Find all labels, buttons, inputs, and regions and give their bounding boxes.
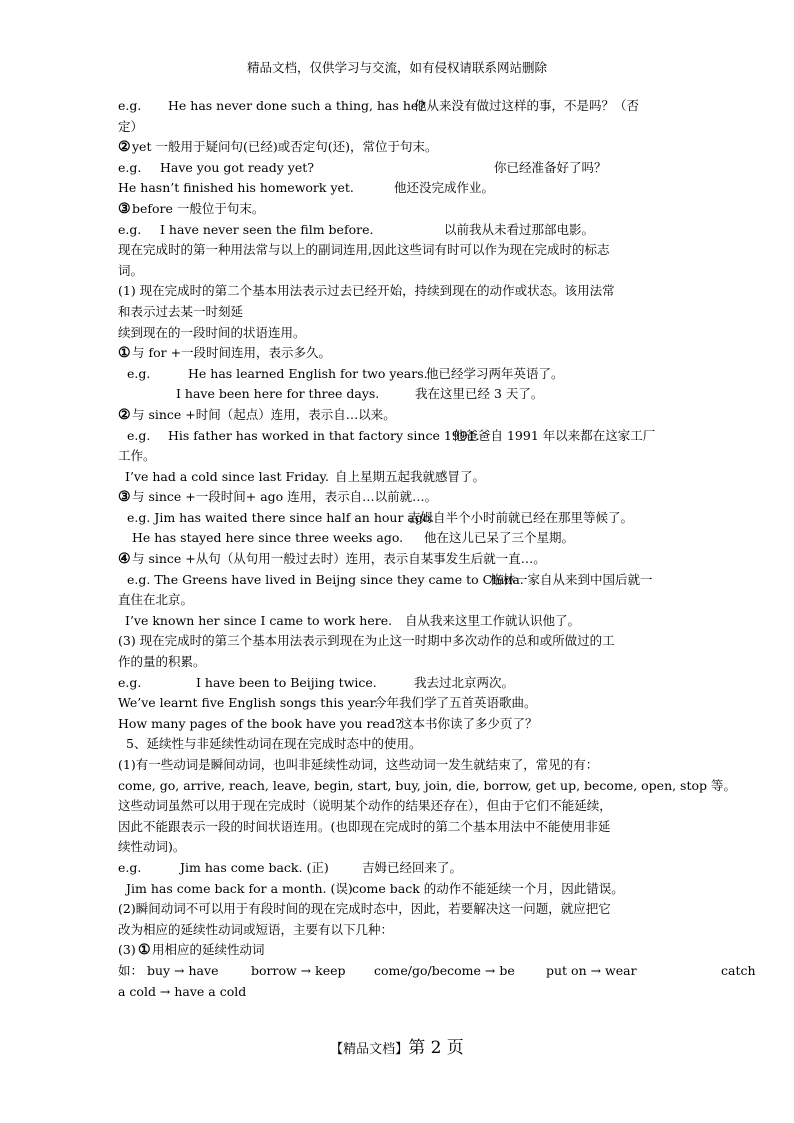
text-line xyxy=(118,631,678,652)
text-segment: I have never seen the film before. xyxy=(160,221,374,237)
text-segment: e.g. Jim has waited there since half an hour ago. xyxy=(127,509,435,525)
text-segment: (1)有一些动词是瞬间动词，也叫非延续性动词，这些动词一发生就结束了，常见的有： xyxy=(118,757,599,772)
text-segment: catch xyxy=(721,962,756,978)
text-segment: Jim has come back. (正) xyxy=(180,859,329,875)
text-segment: 今年我们学了五首英语歌曲。 xyxy=(374,695,537,711)
text-segment: 与 since +一段时间+ ago 连用，表示自…以前就…。 xyxy=(132,489,438,505)
text-segment: ③ xyxy=(118,200,131,217)
text-line xyxy=(118,281,678,302)
text-segment: (3) 现在完成时的第三个基本用法表示到现在为止这一时期中多次动作的总和或所做过的工 xyxy=(118,633,615,649)
text-segment: 改为相应的延续性动词或短语，主要有以下几种： xyxy=(118,921,394,937)
text-line xyxy=(118,982,678,1003)
text-segment: ④ xyxy=(118,551,131,568)
text-segment: 定） xyxy=(118,118,144,134)
document-body xyxy=(118,96,756,1002)
text-segment: 格林一家自从来到中国后就一 xyxy=(490,571,653,587)
text-segment: 直住在北京。 xyxy=(118,592,194,608)
text-line xyxy=(118,796,678,817)
text-line xyxy=(118,590,678,611)
text-line xyxy=(118,261,678,282)
text-line xyxy=(118,137,678,158)
text-segment: 续到现在的一段时间的状语连用。 xyxy=(118,324,306,340)
text-line xyxy=(118,96,678,117)
text-line xyxy=(118,693,678,714)
text-line xyxy=(118,199,678,220)
text-segment: come/go/become → be xyxy=(374,962,515,978)
text-line xyxy=(118,879,678,900)
text-line xyxy=(118,405,678,426)
text-segment: His father has worked in that factory since 1991. xyxy=(168,427,480,443)
text-segment: 他从来没有做过这样的事，不是吗？（否 xyxy=(414,98,640,113)
text-line xyxy=(118,117,678,138)
text-segment: 我在这里已经 3 天了。 xyxy=(415,386,544,402)
text-line xyxy=(118,178,678,199)
text-segment: 5、延续性与非延续性动词在现在完成时态中的使用。 xyxy=(126,736,422,752)
text-segment: e.g. xyxy=(127,365,151,381)
text-line xyxy=(118,858,678,879)
text-segment: e.g. xyxy=(118,159,142,175)
text-segment: 吉姆自半个小时前就已经在那里等候了。 xyxy=(408,509,634,525)
text-segment: He has stayed here since three weeks ago. xyxy=(132,530,404,546)
text-segment: (2)瞬间动词不可以用于有段时间的现在完成时态中，因此，若要解决这一问题，就应把它 xyxy=(118,901,611,917)
page-number: 第 2 页 xyxy=(408,1038,464,1058)
text-segment: ③ xyxy=(118,489,131,506)
text-line xyxy=(118,508,678,529)
text-segment: He has never done such a thing, has he? xyxy=(168,98,425,113)
text-segment: 续性动词)。 xyxy=(118,839,186,855)
text-segment: e.g. The Greens have lived in Beijng since they came to China. xyxy=(127,571,524,587)
text-line xyxy=(118,837,678,858)
text-line xyxy=(118,467,678,488)
text-segment: 作的量的积累。 xyxy=(118,654,206,670)
text-segment: 现在完成时的第一种用法常与以上的副词连用,因此这些词有时可以作为现在完成时的标志 xyxy=(118,242,610,258)
text-segment: 这些动词虽然可以用于现在完成时（说明某个动作的结果还存在），但由于它们不能延续， xyxy=(118,798,612,814)
text-line xyxy=(118,323,678,344)
text-segment: e.g. xyxy=(118,674,142,690)
text-segment: e.g. xyxy=(118,221,142,237)
text-segment: I’ve had a cold since last Friday. xyxy=(125,468,329,484)
text-segment: 工作。 xyxy=(118,448,156,464)
text-segment: 吉姆已经回来了。 xyxy=(362,859,463,875)
text-segment: (1) 现在完成时的第二个基本用法表示过去已经开始，持续到现在的动作或状态。该用法常 xyxy=(118,283,615,299)
text-segment: I have been here for three days. xyxy=(176,386,380,402)
text-segment: 用相应的延续性动词 xyxy=(152,942,265,958)
text-segment: ② xyxy=(118,406,131,423)
text-line xyxy=(118,384,678,405)
text-segment: yet 一般用于疑问句(已经)或否定句(还)，常位于句末。 xyxy=(132,139,438,155)
text-line xyxy=(118,652,678,673)
text-segment: 他还没完成作业。 xyxy=(394,180,495,196)
text-segment: 因此不能跟表示一段的时间状语连用。(也即现在完成时的第二个基本用法中不能使用非延 xyxy=(118,818,611,834)
header-notice: 精品文档，仅供学习与交流，如有侵权请联系网站删除 xyxy=(246,60,547,75)
text-segment: put on → wear xyxy=(546,962,637,978)
text-line xyxy=(118,899,678,920)
text-segment: e.g. xyxy=(127,427,151,443)
text-segment: 和表示过去某一时刻延 xyxy=(118,303,244,319)
text-segment: borrow → keep xyxy=(251,962,346,978)
text-segment: 他爸爸自 1991 年以来都在这家工厂 xyxy=(453,427,656,443)
text-line xyxy=(118,240,678,261)
page-footer xyxy=(0,1033,794,1058)
text-segment: (3) xyxy=(118,942,136,958)
text-segment: 他已经学习两年英语了。 xyxy=(426,365,564,381)
text-segment: e.g. xyxy=(118,859,142,875)
text-line xyxy=(118,817,678,838)
text-line xyxy=(118,220,678,241)
text-segment: He hasn’t finished his homework yet. xyxy=(118,180,354,196)
text-segment: ② xyxy=(118,139,131,156)
text-line xyxy=(118,426,678,447)
text-segment: come, go, arrive, reach, leave, begin, start, buy, join, die, borrow, get up, become, open, stop 等。 xyxy=(118,777,736,793)
text-line xyxy=(118,920,678,941)
text-segment: Have you got ready yet? xyxy=(160,159,314,175)
text-line xyxy=(118,570,678,591)
text-line xyxy=(118,302,678,323)
text-segment: 他在这儿已呆了三个星期。 xyxy=(424,530,575,546)
text-segment: before 一般位于句末。 xyxy=(132,200,265,216)
text-segment: a cold → have a cold xyxy=(118,983,247,999)
text-segment: 我去过北京两次。 xyxy=(414,674,515,690)
text-segment: 与 since +时间（起点）连用，表示自…以来。 xyxy=(132,406,396,422)
text-line xyxy=(118,343,678,364)
text-line xyxy=(118,714,678,735)
text-segment: How many pages of the book have you read? xyxy=(118,715,402,731)
text-segment: 以前我从未看过那部电影。 xyxy=(444,221,595,237)
text-segment: come back 的动作不能延续一个月，因此错误。 xyxy=(352,880,624,896)
text-segment: 自上星期五起我就感冒了。 xyxy=(335,468,486,484)
text-segment: 词。 xyxy=(118,262,144,278)
text-line xyxy=(118,528,678,549)
text-line xyxy=(118,487,678,508)
text-segment: 你已经准备好了吗？ xyxy=(494,159,607,175)
text-segment: 与 for +一段时间连用，表示多久。 xyxy=(132,345,332,361)
text-segment: 自从我来这里工作就认识他了。 xyxy=(405,612,581,628)
text-segment: I’ve known her since I came to work here. xyxy=(125,612,393,628)
text-segment: He has learned English for two years. xyxy=(188,365,428,381)
text-line xyxy=(118,611,678,632)
text-segment: 与 since +从句（从句用一般过去时）连用，表示自某事发生后就一直…。 xyxy=(132,551,546,567)
text-line xyxy=(118,158,678,179)
text-segment: e.g. xyxy=(118,98,142,113)
text-segment: Jim has come back for a month. (误) xyxy=(126,880,353,896)
text-segment: 如： buy → have xyxy=(118,962,219,978)
text-line xyxy=(118,673,678,694)
text-line xyxy=(118,940,678,961)
text-line xyxy=(118,776,736,797)
text-segment: ① xyxy=(138,942,151,959)
text-segment: 这本书你读了多少页了？ xyxy=(400,715,538,731)
text-segment: ① xyxy=(118,345,131,362)
footer-tag: 【精品文档】 xyxy=(330,1042,409,1057)
text-line xyxy=(118,961,756,982)
text-line xyxy=(118,446,678,467)
text-segment: We’ve learnt five English songs this year. xyxy=(118,695,379,711)
text-line xyxy=(118,755,678,776)
text-line xyxy=(118,549,678,570)
text-segment: I have been to Beijing twice. xyxy=(196,674,377,690)
text-line xyxy=(118,364,678,385)
text-line xyxy=(118,734,678,755)
